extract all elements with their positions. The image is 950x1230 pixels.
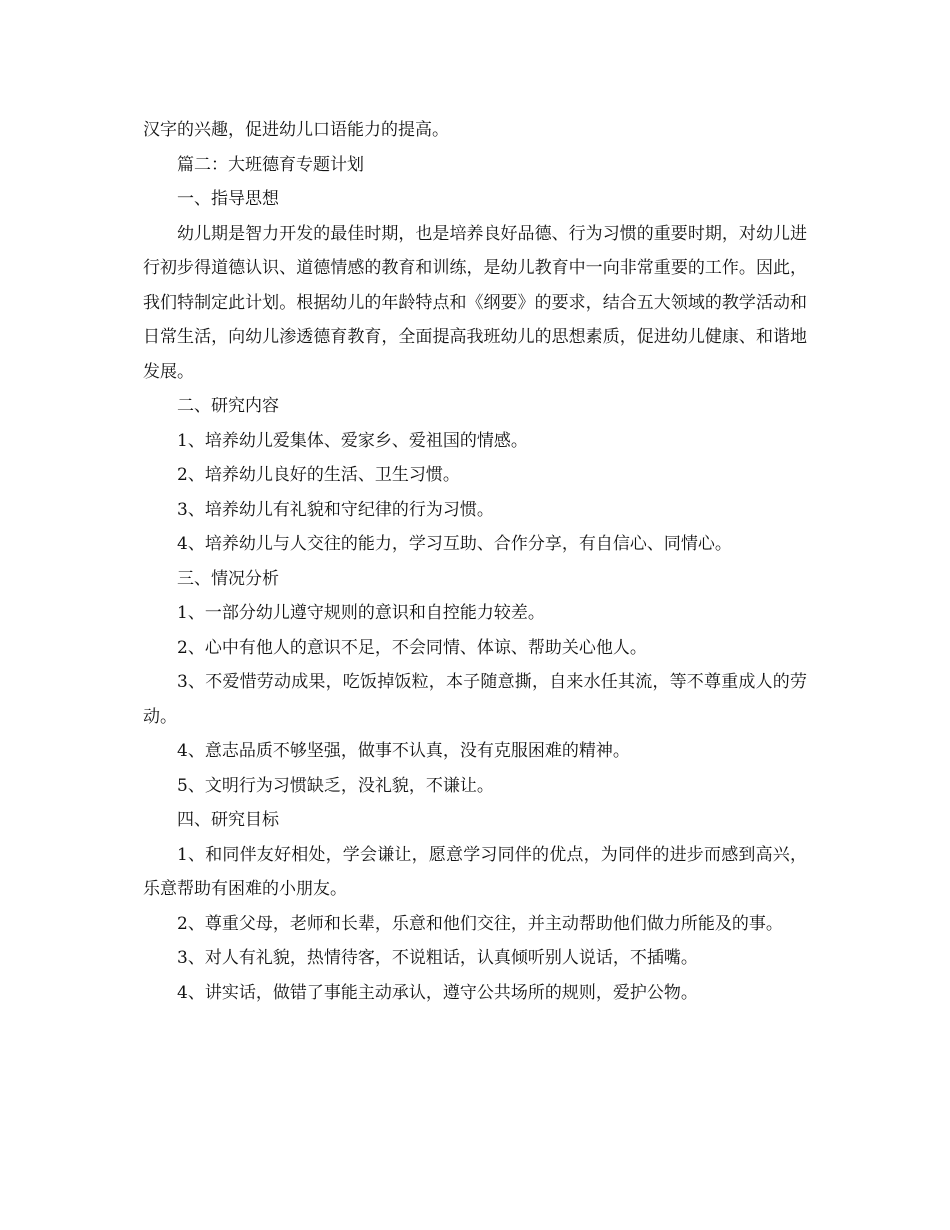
list-item: 2、培养幼儿良好的生活、卫生习惯。 [177,465,460,485]
list-item: 3、对人有礼貌，热情待客，不说粗话，认真倾听别人说话，不插嘴。 [177,948,698,968]
section-heading-research-goals: 四、研究目标 [177,810,279,830]
list-item: 4、培养幼儿与人交往的能力，学习互助、合作分享，有自信心、同情心。 [177,534,732,554]
list-item: 5、文明行为习惯缺乏，没礼貌，不谦让。 [177,775,494,796]
list-item: 1、一部分幼儿遵守规则的意识和自控能力较差。 [177,603,545,623]
list-item: 1、培养幼儿爱集体、爱家乡、爱祖国的情感。 [177,430,528,451]
list-item: 2、心中有他人的意识不足，不会同情、体谅、帮助关心他人。 [177,637,647,658]
list-item: 2、尊重父母，老师和长辈，乐意和他们交往，并主动帮助他们做力所能及的事。 [177,913,783,934]
list-item: 3、不爱惜劳动成果，吃饭掉饭粒，本子随意撕，自来水任其流，等不尊重成人的劳动。 [143,672,807,727]
document-body [143,113,807,1010]
list-item: 3、培养幼儿有礼貌和守纪律的行为习惯。 [177,499,494,520]
paragraph-continuation: 汉字的兴趣，促进幼儿口语能力的提高。 [143,120,449,140]
paragraph-guiding-thought: 幼儿期是智力开发的最佳时期，也是培养良好品德、行为习惯的重要时期，对幼儿进行初步得道德认识、道德情感的教育和训练，是幼儿教育中一向非常重要的工作。因此，我们特制定此计划。根据幼儿的年龄特点和《纲要》的要求，结合五大领域的教学活动和日常生活，向幼儿渗透德育教育，全面提高我班幼儿的思想素质，促进幼儿健康、和谐地发展。 [143,223,807,382]
list-item: 4、意志品质不够坚强，做事不认真，没有克服困难的精神。 [177,741,630,761]
section-heading-guiding-thought: 一、指导思想 [177,189,279,209]
section-heading-situation-analysis: 三、情况分析 [177,568,279,589]
section-heading-research-content: 二、研究内容 [177,396,279,416]
list-item: 4、讲实话，做错了事能主动承认，遵守公共场所的规则，爱护公物。 [177,982,698,1003]
list-item: 1、和同伴友好相处，学会谦让，愿意学习同伴的优点，为同伴的进步而感到高兴，乐意帮助有困难的小朋友。 [143,844,807,899]
article-title: 篇二：大班德育专题计划 [177,154,364,175]
